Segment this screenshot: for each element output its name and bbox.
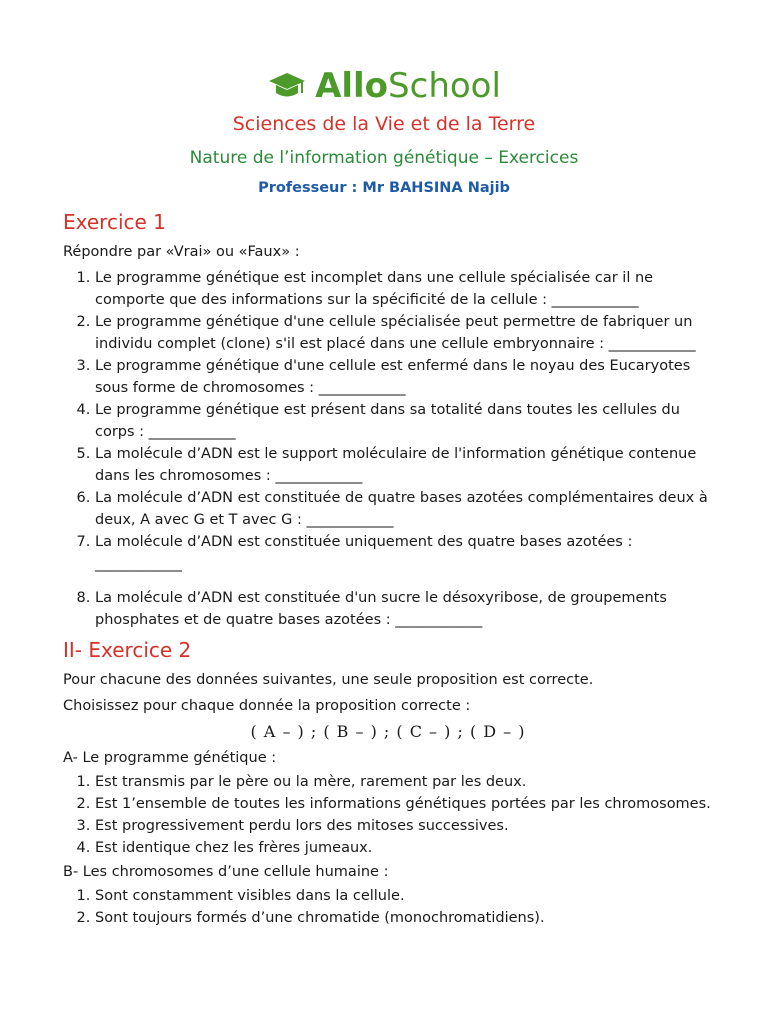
- list-item: 5. La molécule d’ADN est le support moléculaire de l'information génétique contenue dans les chromosomes : ____________: [95, 443, 713, 487]
- list-item: 4. Le programme génétique est présent dans sa totalité dans toutes les cellules du corps : ____________: [95, 399, 713, 443]
- list-item: 4. Est identique chez les frères jumeaux.: [95, 837, 713, 859]
- list-item: 7. La molécule d’ADN est constituée uniquement des quatre bases azotées : ____________: [95, 531, 713, 575]
- answer-choices-line: ( A – ) ; ( B – ) ; ( C – ) ; ( D – ): [250, 722, 526, 741]
- logo-bold-part: Allo: [315, 66, 389, 106]
- exercise-2-intro-2: Choisissez pour chaque donnée la proposition correcte :: [63, 698, 471, 714]
- exercise-1-instruction: Répondre par «Vrai» ou «Faux» :: [63, 244, 300, 260]
- section-b-list: [63, 885, 713, 929]
- logo-wordmark: [315, 66, 501, 106]
- graduation-cap-icon: [267, 69, 307, 103]
- list-item: 2. Sont toujours formés d’une chromatide (monochromatidiens).: [95, 907, 713, 929]
- list-item: 2. Le programme génétique d'une cellule spécialisée peut permettre de fabriquer un individu complet (clone) s'il est placé dans une cellule embryonnaire : ____________: [95, 311, 713, 355]
- exercise-2-title: II- Exercice 2: [63, 638, 192, 662]
- list-item: 6. La molécule d’ADN est constituée de quatre bases azotées complémentaires deux à deux, A avec G et T avec G : ____________: [95, 487, 713, 531]
- list-item: 3. Est progressivement perdu lors des mitoses successives.: [95, 815, 713, 837]
- exercise-1-list: [63, 267, 713, 631]
- document-content: [63, 205, 713, 929]
- chapter-title: Nature de l’information génétique – Exercices: [189, 148, 579, 168]
- list-item: 1. Est transmis par le père ou la mère, rarement par les deux.: [95, 771, 713, 793]
- section-a-label: A- Le programme génétique :: [63, 750, 277, 766]
- logo-regular-part: School: [388, 66, 501, 106]
- exercise-2-intro-1: Pour chacune des données suivantes, une seule proposition est correcte.: [63, 672, 594, 688]
- alloschool-logo[interactable]: [0, 66, 768, 106]
- section-b-label: B- Les chromosomes d’une cellule humaine :: [63, 864, 389, 880]
- list-item: 1. Le programme génétique est incomplet dans une cellule spécialisée car il ne comporte que des informations sur la spécificité de la cellule : ____________: [95, 267, 713, 311]
- section-a-list: [63, 771, 713, 859]
- list-item: 8. La molécule d’ADN est constituée d'un sucre le désoxyribose, de groupements phosphates et de quatre bases azotées : ____________: [95, 587, 713, 631]
- exercise-1-title: Exercice 1: [63, 210, 166, 234]
- subject-title: Sciences de la Vie et de la Terre: [232, 113, 536, 135]
- list-item: 2. Est 1’ensemble de toutes les informations génétiques portées par les chromosomes.: [95, 793, 713, 815]
- list-item: 3. Le programme génétique d'une cellule est enfermé dans le noyau des Eucaryotes sous forme de chromosomes : ____________: [95, 355, 713, 399]
- teacher-name: Professeur : Mr BAHSINA Najib: [258, 180, 510, 196]
- list-item: 1. Sont constamment visibles dans la cellule.: [95, 885, 713, 907]
